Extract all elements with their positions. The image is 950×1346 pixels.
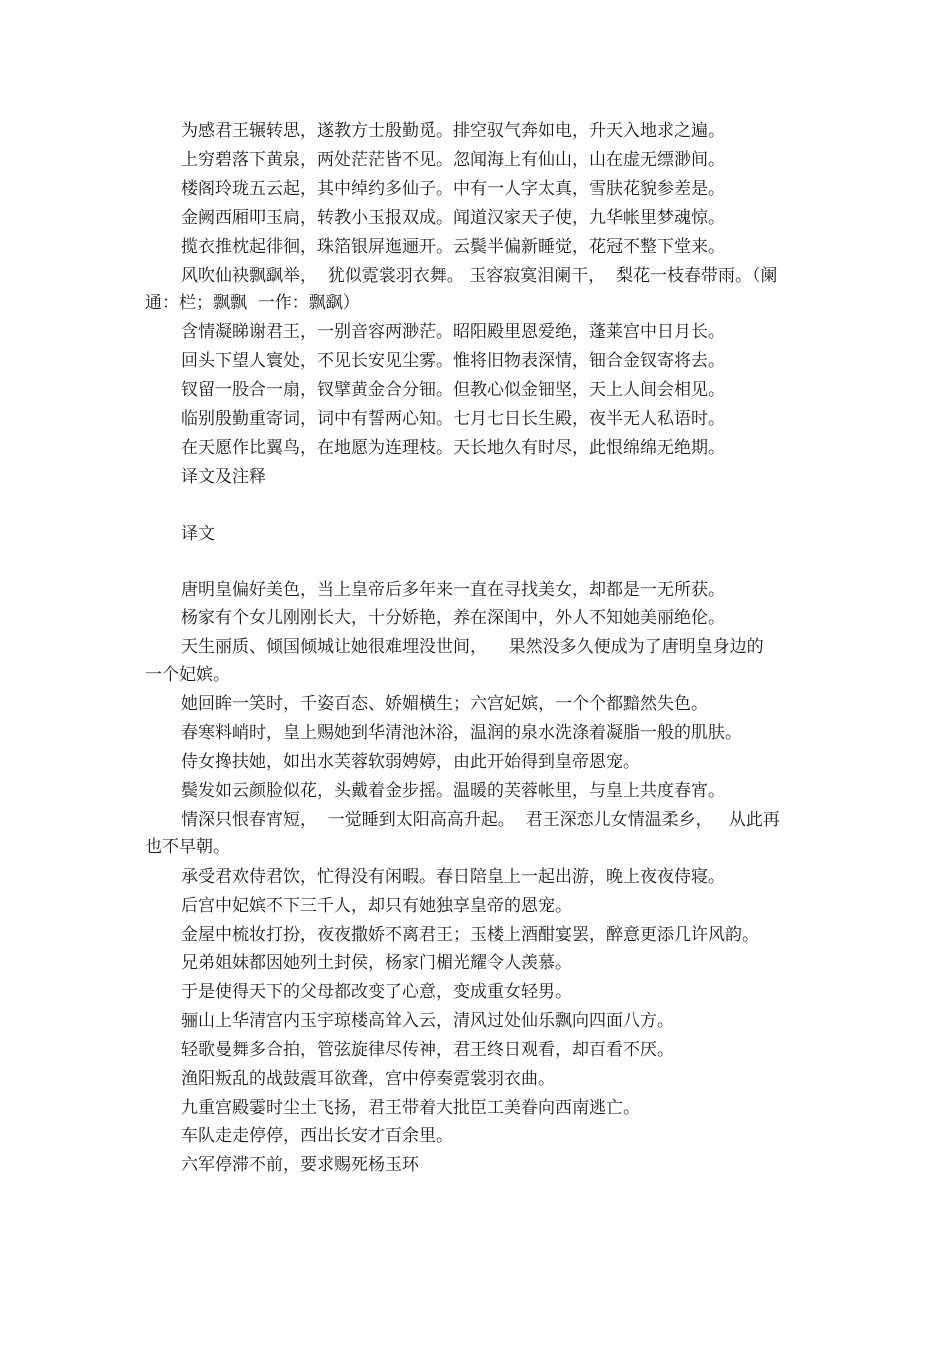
poem-line: 金阙西厢叩玉扃，转教小玉报双成。闻道汉家天子使，九华帐里梦魂惊。 (181, 208, 725, 228)
poem-line: 揽衣推枕起徘徊，珠箔银屏迤逦开。云鬓半偏新睡觉，花冠不整下堂来。 (181, 237, 725, 257)
poem-line: 上穷碧落下黄泉，两处茫茫皆不见。忽闻海上有仙山，山在虚无缥渺间。 (181, 150, 725, 170)
translation-line: 渔阳叛乱的战鼓震耳欲聋，宫中停奏霓裳羽衣曲。 (181, 1069, 555, 1089)
section-heading: 译文 (181, 524, 215, 544)
translation-line: 兄弟姐妹都因她列土封侯，杨家门楣光耀令人羡慕。 (181, 953, 572, 973)
translation-line: 侍女搀扶她，如出水芙蓉软弱娉婷，由此开始得到皇帝恩宠。 (181, 752, 640, 772)
translation-notes-heading: 译文及注释 (181, 467, 266, 487)
translation-line: 春寒料峭时，皇上赐她到华清池沐浴，温润的泉水洗涤着凝脂一般的肌肤。 (181, 723, 742, 743)
poem-line: 为感君王辗转思，遂教方士殷勤觅。排空驭气奔如电，升天入地求之遍。 (181, 121, 725, 141)
translation-line: 车队走走停停，西出长安才百余里。 (181, 1126, 453, 1146)
poem-line: 回头下望人寰处，不见长安见尘雾。惟将旧物表深情，钿合金钗寄将去。 (181, 351, 725, 371)
translation-line: 天生丽质、倾国倾城让她很难埋没世间， 果然没多久便成为了唐明皇身边的 (181, 637, 764, 657)
translation-line-continuation: 也不早朝。 (145, 837, 230, 857)
translation-line: 轻歌曼舞多合拍，管弦旋律尽传神，君王终日观看，却百看不厌。 (181, 1040, 674, 1060)
poem-line: 钗留一股合一扇，钗擘黄金合分钿。但教心似金钿坚，天上人间会相见。 (181, 380, 725, 400)
poem-line: 楼阁玲珑五云起，其中绰约多仙子。中有一人字太真，雪肤花貌参差是。 (181, 179, 725, 199)
translation-line: 于是使得天下的父母都改变了心意，变成重女轻男。 (181, 982, 572, 1002)
poem-line: 风吹仙袂飘飖举， 犹似霓裳羽衣舞。 玉容寂寞泪阑干， 梨花一枝春带雨。（阑 (181, 266, 778, 286)
poem-line-continuation: 通：栏；飘飘 一作：飘飖） (145, 293, 360, 313)
translation-line: 情深只恨春宵短， 一觉睡到太阳高高升起。 君王深恋儿女情温柔乡， 从此再 (181, 810, 780, 830)
poem-line: 在天愿作比翼鸟，在地愿为连理枝。天长地久有时尽，此恨绵绵无绝期。 (181, 438, 725, 458)
translation-line: 鬓发如云颜脸似花，头戴着金步摇。温暖的芙蓉帐里，与皇上共度春宵。 (181, 781, 725, 801)
translation-line: 骊山上华清宫内玉宇琼楼高耸入云，清风过处仙乐飘向四面八方。 (181, 1011, 674, 1031)
translation-line: 六军停滞不前，要求赐死杨玉环 (181, 1155, 419, 1175)
translation-line-continuation: 一个妃嫔。 (145, 665, 230, 685)
translation-line: 后宫中妃嫔不下三千人，却只有她独享皇帝的恩宠。 (181, 896, 572, 916)
translation-line: 承受君欢侍君饮，忙得没有闲暇。春日陪皇上一起出游，晚上夜夜侍寝。 (181, 867, 725, 887)
translation-line: 九重宫殿霎时尘土飞扬，君王带着大批臣工美眷向西南逃亡。 (181, 1098, 640, 1118)
translation-line: 金屋中梳妆打扮，夜夜撒娇不离君王；玉楼上酒酣宴罢，醉意更添几许风韵。 (181, 925, 759, 945)
translation-line: 她回眸一笑时，千姿百态、娇媚横生；六宫妃嫔，一个个都黯然失色。 (181, 694, 708, 714)
translation-line: 唐明皇偏好美色，当上皇帝后多年来一直在寻找美女，却都是一无所获。 (181, 580, 725, 600)
translation-line: 杨家有个女儿刚刚长大，十分娇艳，养在深闺中，外人不知她美丽绝伦。 (181, 608, 725, 628)
poem-line: 含情凝睇谢君王，一别音容两渺茫。昭阳殿里恩爱绝，蓬莱宫中日月长。 (181, 322, 725, 342)
poem-line: 临别殷勤重寄词，词中有誓两心知。七月七日长生殿，夜半无人私语时。 (181, 409, 725, 429)
